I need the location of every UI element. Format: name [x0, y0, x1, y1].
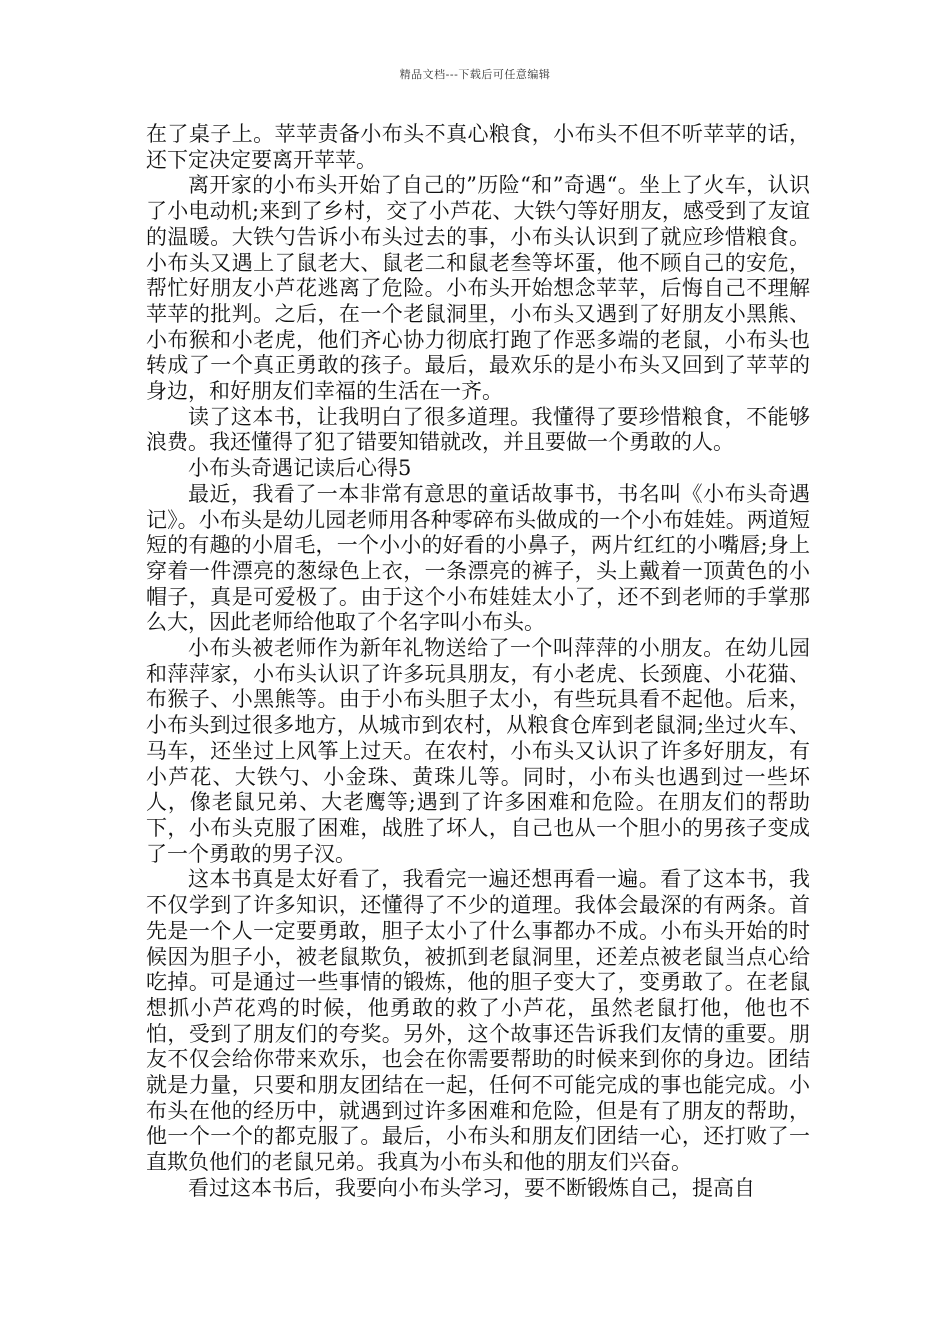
- document-body: [146, 122, 810, 1202]
- paragraph: 这本书真是太好看了，我看完一遍还想再看一遍。看了这本书，我不仅学到了许多知识，还懂得了不少的道理。我体会最深的有两条。首先是一个人一定要勇敢，胆子太小了什么事都办不成。小布头开始的时候因为胆子小，被老鼠欺负，被抓到老鼠洞里，还差点被老鼠当点心给吃掉。可是通过一些事情的锻炼，他的胆子变大了，变勇敢了。在老鼠想抓小芦花鸡的时候，他勇敢的救了小芦花，虽然老鼠打他，他也不怕，受到了朋友们的夸奖。另外，这个故事还告诉我们友情的重要。朋友不仅会给你带来欢乐，也会在你需要帮助的时候来到你的身边。团结就是力量，只要和朋友团结在一起，任何不可能完成的事也能完成。小布头在他的经历中，就遇到过许多困难和危险，但是有了朋友的帮助，他一个一个的都克服了。最后，小布头和朋友们团结一心，还打败了一直欺负他们的老鼠兄弟。我真为小布头和他的朋友们兴奋。: [146, 867, 810, 1175]
- paragraph: 离开家的小布头开始了自己的”历险“和”奇遇“。坐上了火车，认识了小电动机;来到了乡村，交了小芦花、大铁勺等好朋友，感受到了友谊的温暖。大铁勺告诉小布头过去的事，小布头认识到了就应珍惜粮食。小布头又遇上了鼠老大、鼠老二和鼠老叁等坏蛋，他不顾自己的安危，帮忙好朋友小芦花逃离了危险。小布头开始想念苹苹，后悔自己不理解苹苹的批判。之后，在一个老鼠洞里，小布头又遇到了好朋友小黑熊、小布猴和小老虎，他们齐心协力彻底打跑了作恶多端的老鼠，小布头也转成了一个真正勇敢的孩子。最后，最欢乐的是小布头又回到了苹苹的身边，和好朋友们幸福的生活在一齐。: [146, 173, 810, 404]
- paragraph: 小布头被老师作为新年礼物送给了一个叫萍萍的小朋友。在幼儿园和萍萍家，小布头认识了许多玩具朋友，有小老虎、长颈鹿、小花猫、布猴子、小黑熊等。由于小布头胆子太小，有些玩具看不起他。后来，小布头到过很多地方，从城市到农村，从粮食仓库到老鼠洞;坐过火车、马车，还坐过上风筝上过天。在农村，小布头又认识了许多好朋友，有小芦花、大铁勺、小金珠、黄珠儿等。同时，小布头也遇到过一些坏人，像老鼠兄弟、大老鹰等;遇到了许多困难和危险。在朋友们的帮助下，小布头克服了困难，战胜了坏人，自己也从一个胆小的男孩子变成了一个勇敢的男子汉。: [146, 636, 810, 866]
- paragraph: 最近，我看了一本非常有意思的童话故事书，书名叫《小布头奇遇记》。小布头是幼儿园老师用各种零碎布头做成的一个小布娃娃。两道短短的有趣的小眉毛，一个小小的好看的小鼻子，两片红红的小嘴唇;身上穿着一件漂亮的葱绿色上衣，一条漂亮的裤子，头上戴着一顶黄色的小帽子，真是可爱极了。由于这个小布娃娃太小了，还不到老师的手掌那么大，因此老师给他取了个名字叫小布头。: [146, 481, 810, 635]
- paragraph: 在了桌子上。苹苹责备小布头不真心粮食，小布头不但不听苹苹的话，还下定决定要离开苹苹。: [146, 122, 810, 172]
- page-header: 精品文档---下载后可任意编辑: [399, 68, 551, 81]
- section-heading: 小布头奇遇记读后心得5: [188, 456, 412, 481]
- paragraph: 读了这本书，让我明白了很多道理。我懂得了要珍惜粮食，不能够浪费。我还懂得了犯了错要知错就改，并且要做一个勇敢的人。: [146, 404, 810, 455]
- paragraph: 看过这本书后，我要向小布头学习，要不断锻炼自己，提高自: [188, 1175, 755, 1200]
